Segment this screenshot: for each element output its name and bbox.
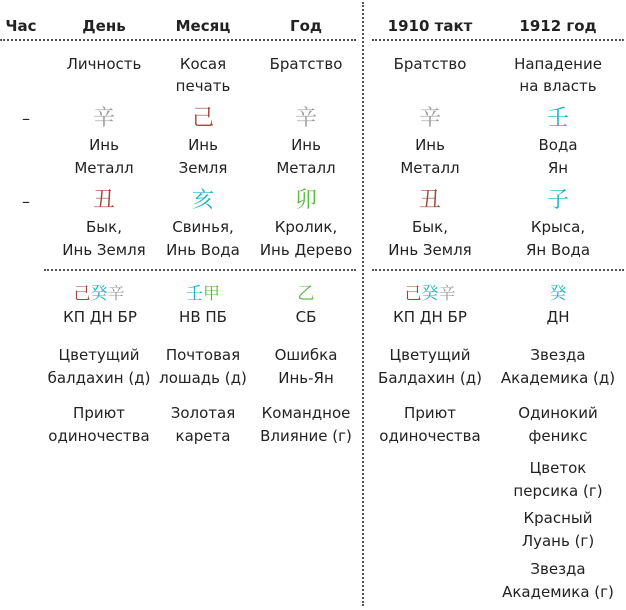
header-1912-year: 1912 год — [519, 17, 597, 35]
stem-line1-1912: Вода — [538, 136, 578, 154]
hidden-stems-day — [74, 283, 125, 305]
star-takt-1a: Цветущий — [389, 346, 471, 364]
hidden-stem: 壬 — [186, 284, 203, 304]
header-hour: Час — [5, 17, 37, 35]
hidden-stem: 癸 — [90, 284, 108, 304]
branch-char-month: 亥 — [191, 188, 215, 213]
stem-line2-month: Земля — [178, 159, 228, 177]
star-1912-4a: Красный — [523, 509, 593, 527]
star-1912-3a: Цветок — [529, 459, 587, 477]
hidden-stem: 辛 — [438, 284, 456, 304]
stem-line2-1912: Ян — [547, 159, 569, 177]
branch-line2-1912: Ян Вода — [525, 241, 591, 259]
hidden-stems-takt — [405, 283, 456, 305]
star-takt-2a: Приют — [404, 404, 456, 422]
branch-char-1912: 子 — [546, 188, 570, 213]
branch-char-year: 卯 — [294, 188, 318, 213]
hidden-stem: 乙 — [297, 284, 315, 304]
hidden-stem: 癸 — [549, 284, 567, 304]
star-month-2b: карета — [175, 427, 231, 445]
stem-char-year: 辛 — [294, 106, 318, 131]
header-divider-right — [372, 39, 624, 41]
star-1912-1b: Академика (д) — [500, 369, 616, 387]
label-day: Личность — [66, 55, 142, 73]
star-1912-3b: персика (г) — [513, 482, 603, 500]
stem-line1-takt: Инь — [415, 136, 445, 154]
star-year-2b: Влияние (г) — [260, 427, 352, 445]
branch-char-day: 丑 — [92, 188, 116, 213]
branch-line2-day: Инь Земля — [62, 241, 146, 259]
vertical-divider — [362, 2, 364, 606]
branch-line1-year: Кролик, — [274, 218, 338, 236]
star-1912-5a: Звезда — [530, 560, 586, 578]
hidden-stems-year — [298, 283, 315, 305]
label-takt: Братство — [393, 55, 467, 73]
star-day-2b: одиночества — [48, 427, 150, 445]
hour-stem-dash: – — [22, 109, 30, 128]
star-day-2a: Приют — [73, 404, 125, 422]
stem-char-1912: 壬 — [546, 106, 570, 131]
stem-line2-day: Металл — [74, 159, 134, 177]
stem-line2-takt: Металл — [400, 159, 460, 177]
gods-year: СБ — [295, 308, 317, 326]
header-month: Месяц — [175, 17, 231, 35]
star-1912-2b: феникс — [528, 427, 588, 445]
stem-line1-year: Инь — [291, 136, 321, 154]
stem-char-month: 己 — [191, 106, 215, 131]
star-year-1b: Инь-Ян — [278, 369, 334, 387]
star-month-1b: лошадь (д) — [159, 369, 247, 387]
header-day: День — [82, 17, 126, 35]
branch-line1-month: Свинья, — [172, 218, 234, 236]
hidden-stems-month — [186, 283, 220, 305]
gods-day: КП ДН БР — [63, 308, 137, 326]
star-day-1b: балдахин (д) — [47, 369, 151, 387]
star-takt-1b: Балдахин (д) — [378, 369, 482, 387]
stem-char-takt: 辛 — [418, 106, 442, 131]
label-year: Братство — [269, 55, 343, 73]
star-month-2a: Золотая — [170, 404, 236, 422]
hidden-stems-1912 — [550, 283, 567, 305]
star-1912-1a: Звезда — [530, 346, 586, 364]
star-1912-2a: Одинокий — [518, 404, 598, 422]
gods-1912: ДН — [546, 308, 570, 326]
header-1910-takt: 1910 такт — [387, 17, 473, 35]
hidden-stem: 辛 — [107, 284, 125, 304]
gods-month: НВ ПБ — [179, 308, 227, 326]
star-year-2a: Командное — [261, 404, 351, 422]
star-year-1a: Ошибка — [274, 346, 338, 364]
hidden-stem: 甲 — [203, 284, 220, 304]
hour-branch-dash: – — [22, 192, 30, 211]
branch-line1-1912: Крыса, — [530, 218, 586, 236]
label-1912: Нападение на власть — [514, 55, 602, 95]
star-takt-2b: одиночества — [379, 427, 481, 445]
section-divider-right — [372, 269, 624, 271]
label-month: Косая печать — [175, 55, 231, 95]
branch-char-takt: 丑 — [418, 188, 442, 213]
stem-line1-day: Инь — [89, 136, 119, 154]
section-divider-left — [44, 269, 356, 271]
stem-char-day: 辛 — [92, 106, 116, 131]
header-year: Год — [290, 17, 322, 35]
stem-line1-month: Инь — [188, 136, 218, 154]
hidden-stem: 己 — [73, 284, 91, 304]
star-month-1a: Почтовая — [165, 346, 241, 364]
star-1912-5b: Академика (г) — [502, 583, 614, 601]
star-1912-4b: Луань (г) — [521, 532, 595, 550]
branch-line1-day: Бык, — [86, 218, 122, 236]
branch-line2-year: Инь Дерево — [259, 241, 353, 259]
branch-line1-takt: Бык, — [412, 218, 448, 236]
branch-line2-month: Инь Вода — [166, 241, 240, 259]
gods-takt: КП ДН БР — [393, 308, 467, 326]
hidden-stem: 癸 — [421, 284, 439, 304]
star-day-1a: Цветущий — [58, 346, 140, 364]
hidden-stem: 己 — [404, 284, 422, 304]
branch-line2-takt: Инь Земля — [388, 241, 472, 259]
stem-line2-year: Металл — [276, 159, 336, 177]
header-divider-left — [0, 39, 356, 41]
